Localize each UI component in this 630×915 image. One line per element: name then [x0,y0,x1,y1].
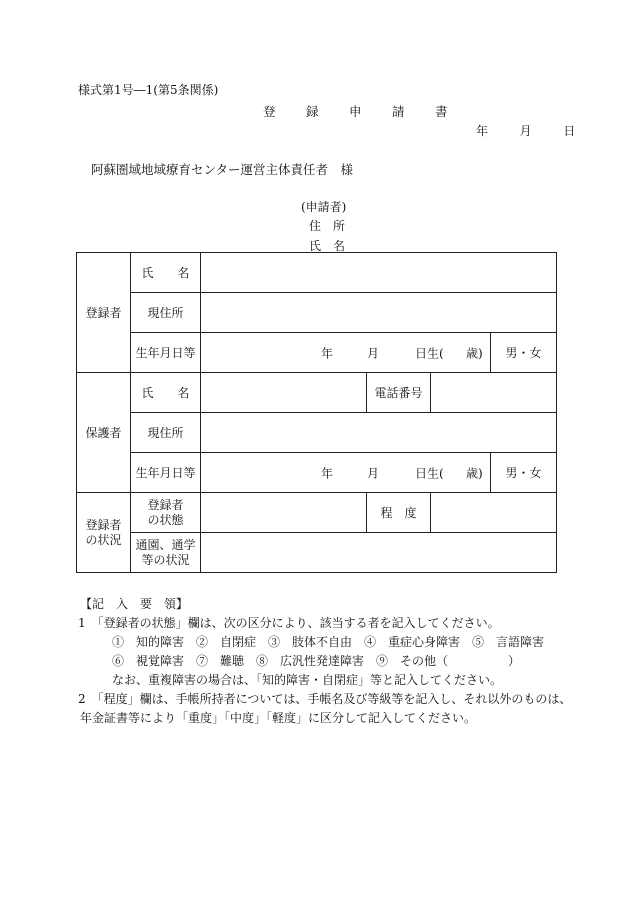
date-month: 月 [519,124,532,138]
instruction-item-2-continued: 年金証書等により「重度」「中度」「軽度」に区分して記入してください。 [80,711,477,725]
guardian-dob-label: 生年月日等 [131,453,201,493]
guardian-phone-field[interactable] [431,373,557,413]
instruction-note: なお、重複障害の場合は、「知的障害・自閉症」等と記入してください。 [112,673,503,687]
guardian-sex-option[interactable]: 男・女 [491,453,557,493]
table-row [77,453,557,493]
applicant-name-label: 氏 名 [309,239,346,253]
table-row [77,533,557,573]
document-title: 登 録 申 請 書 [263,104,457,119]
dob-year: 年 [321,346,334,360]
recipient: 阿蘇圏域地域療育センター運営主体責任者 様 [91,162,354,177]
dob-day: 日生( [415,466,444,480]
instruction-item-1: 1 「登録者の状態」欄は、次の区分により、該当する者を記入してください。 [78,616,500,630]
status-section-label: 登録者 の状況 [77,493,131,573]
condition-label: 登録者 の状態 [131,493,201,533]
date-day: 日 [563,124,576,138]
guardian-address-label: 現住所 [131,413,201,453]
registrant-dob-label: 生年月日等 [131,333,201,373]
table-row [77,373,557,413]
guardian-name-label: 氏 名 [131,373,201,413]
instruction-categories-line-1: ① 知的障害 ② 自閉症 ③ 肢体不自由 ④ 重症心身障害 ⑤ 言語障害 [112,635,545,649]
registrant-dob-field[interactable] [201,333,491,373]
condition-field[interactable] [201,493,367,533]
dob-month: 月 [367,346,380,360]
date-line [476,122,575,139]
table-row [77,293,557,333]
dob-day: 日生( [415,346,444,360]
applicant-address-label: 住 所 [309,219,346,233]
registration-table [76,252,557,573]
guardian-section-label: 保護者 [77,373,131,493]
registrant-section-label: 登録者 [77,253,131,373]
instruction-item-2: 2 「程度」欄は、手帳所持者については、手帳名及び等級等を記入し、それ以外のものは、 [78,692,572,706]
table-row [77,333,557,373]
dob-age: 歳) [466,466,483,480]
registrant-address-field[interactable] [201,293,557,333]
schooling-field[interactable] [201,533,557,573]
degree-label: 程 度 [367,493,431,533]
registrant-name-label: 氏 名 [131,253,201,293]
table-row [77,493,557,533]
registrant-name-field[interactable] [201,253,557,293]
schooling-label: 通園、通学 等の状況 [131,533,201,573]
table-row [77,253,557,293]
guardian-dob-field[interactable] [201,453,491,493]
registrant-sex-option[interactable]: 男・女 [491,333,557,373]
dob-age: 歳) [466,346,483,360]
table-row [77,413,557,453]
registrant-address-label: 現住所 [131,293,201,333]
date-year: 年 [476,124,489,138]
guardian-phone-label: 電話番号 [367,373,431,413]
instructions-title: 【記 入 要 領】 [80,597,189,611]
guardian-name-field[interactable] [201,373,367,413]
instruction-categories-line-2: ⑥ 視覚障害 ⑦ 難聴 ⑧ 広汎性発達障害 ⑨ その他（ ） [112,654,521,668]
applicant-label: (申請者) [301,200,347,214]
degree-field[interactable] [431,493,557,533]
form-number: 様式第1号―1(第5条関係) [78,83,219,97]
dob-month: 月 [367,466,380,480]
guardian-address-field[interactable] [201,413,557,453]
dob-year: 年 [321,466,334,480]
